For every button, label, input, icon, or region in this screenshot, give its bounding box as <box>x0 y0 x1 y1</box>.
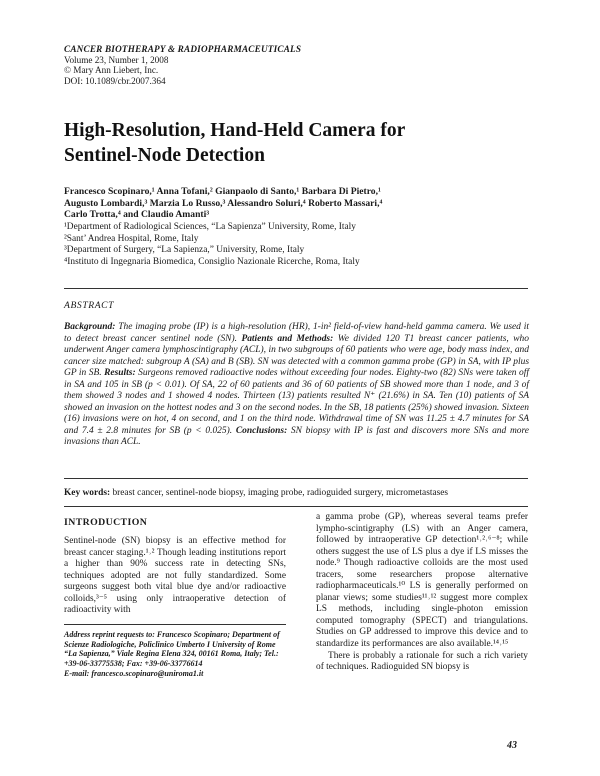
journal-doi: DOI: 10.1089/cbr.2007.364 <box>64 75 166 86</box>
footnote-email: E-mail: francesco.scopinaro@uniroma1.it <box>64 668 204 678</box>
abstract-body <box>64 322 529 449</box>
footnote-divider <box>64 624 286 625</box>
affiliation-4: ⁴Instituto di Ingegnaria Biomedica, Consiglio Nazionale Ricerche, Roma, Italy <box>64 257 360 268</box>
abstract-conclusions-text: SN biopsy with IP is fast and discovers more SNs and more invasions than ACL. <box>64 425 529 448</box>
footnote-address: Address reprint requests to: Francesco Scopinaro; Department of Scienze Radiologiche, Policlinico Umberto I University of Rome “La Sapienza,” Viale Regina Elena 324, 00161 Roma, Italy; Tel.: +39-06-33775538; Fax: +39-06-33776614 <box>64 630 280 669</box>
page-number: 43 <box>507 740 517 751</box>
affiliations <box>64 222 544 269</box>
column-left <box>64 536 286 617</box>
intro-paragraph-1-cont: a gamma probe (GP), whereas several teams prefer lympho-scintigraphy (LS) with an Anger camera, followed by intraoperative GP detection¹˒²˒⁶⁻⁸; while others suggest the use of LS plus a dye if LS misses the node.⁹ Though radioactive colloids are the most used tracers, some researchers propose alternative radiopharmaceuticals.¹⁰ LS is generally performed on planar views; some studies¹¹˒¹² suggest more complex LS methods, including single-photon emission computed tomography (SPECT) and triangulations. Studies on GP addressed to improve this device and to standardize its performances are also available.¹⁴˒¹⁵ <box>316 512 528 650</box>
keywords <box>64 487 534 499</box>
affiliation-1: ¹Department of Radiological Sciences, “La Sapienza” University, Rome, Italy <box>64 222 356 232</box>
abstract-background-text: The imaging probe (IP) is a high-resolution (HR), 1-in² field-of-view hand-held gamma camera. We used it to detect breast cancer sentinel node (SN). <box>64 322 529 344</box>
abstract-results-label: Results: <box>104 368 136 379</box>
intro-paragraph-1: Sentinel-node (SN) biopsy is an effective method for breast cancer staging.¹˒² Though leading institutions report a higher than 90% success rate in detecting SNs, techniques adopted are not fully standardized. Some surgeons suggest both vital blue dye and/or radioactive colloids,³⁻⁵ using only intraoperative detection of radioactivity with <box>64 536 286 616</box>
abstract-methods-text: We divided 120 T1 breast cancer patients, who underwent Anger camera lymphoscintigraphy (ACL), in two subgroups of 60 patients who were age, body mass index, and cancer size matched: subgroup A (SA) and B (SB). SN was detected with a common gamma probe (GP) in SA, with IP plus GP in SB. <box>64 333 529 379</box>
keywords-text: breast cancer, sentinel-node biopsy, imaging probe, radioguided surgery, micrometastases <box>110 488 449 498</box>
journal-volume: Volume 23, Number 1, 2008 <box>64 54 169 65</box>
abstract-results-text: Surgeons removed radioactive nodes without exceeding four nodes. Eighty-two (82) SNs were taken off in SA and 105 in SB (p < 0.01). Of SA, 22 of 60 patients and 36 of 60 patients of SB showed more than 1 node, and 3 of them showed 3 nodes and 1 showed 4 nodes. Thirteen (13) patients resulted N⁺ (21.6%) in SA. Ten (10) patients of SA showed an invasion on the hottest nodes and 3 on the second nodes. In the SB, 18 patients (25%) showed invasion. Sixteen (16) invasions were on hot, 4 on second, and 1 on the third node. Withdrawal time of SN was 11.25 ± 4.7 minutes for SA and 7.4 ± 2.8 minutes for SB (p < 0.025). <box>64 368 529 436</box>
keywords-label: Key words: <box>64 488 111 498</box>
column-right <box>316 512 528 674</box>
reprint-footnote <box>64 630 286 679</box>
affiliation-3: ³Department of Surgery, “La Sapienza,” University, Rome, Italy <box>64 245 305 256</box>
abstract-background-label: Background: <box>64 322 116 332</box>
journal-copyright: © Mary Ann Liebert, Inc. <box>64 65 159 76</box>
authors-line-2: Augusto Lombardi,³ Marzia Lo Russo,³ Alessandro Soluri,⁴ Roberto Massari,⁴ <box>64 197 383 209</box>
divider-body <box>64 506 528 507</box>
title-line-2: Sentinel-Node Detection <box>64 145 265 166</box>
affiliation-2: ²Sant’ Andrea Hospital, Rome, Italy <box>64 233 199 244</box>
intro-paragraph-2: There is probably a rationale for such a rich variety of techniques. Radioguided SN biopsy is <box>316 650 528 673</box>
introduction-heading: INTRODUCTION <box>64 517 148 528</box>
abstract-conclusions-label: Conclusions: <box>235 425 288 436</box>
abstract-heading: ABSTRACT <box>64 300 115 311</box>
authors-line-1: Francesco Scopinaro,¹ Anna Tofani,² Gianpaolo di Santo,¹ Barbara Di Pietro,¹ <box>64 186 381 197</box>
journal-header <box>64 44 301 86</box>
title-line-1: High-Resolution, Hand-Held Camera for <box>64 120 406 141</box>
divider-top <box>64 288 528 289</box>
authors-line-3: Carlo Trotta,⁴ and Claudio Amanti³ <box>64 209 210 221</box>
paper-title <box>64 118 534 168</box>
divider-keywords <box>64 478 528 479</box>
journal-name: CANCER BIOTHERAPY & RADIOPHARMACEUTICALS <box>64 44 302 54</box>
author-list <box>64 186 544 221</box>
abstract-methods-label: Patients and Methods: <box>241 333 334 344</box>
